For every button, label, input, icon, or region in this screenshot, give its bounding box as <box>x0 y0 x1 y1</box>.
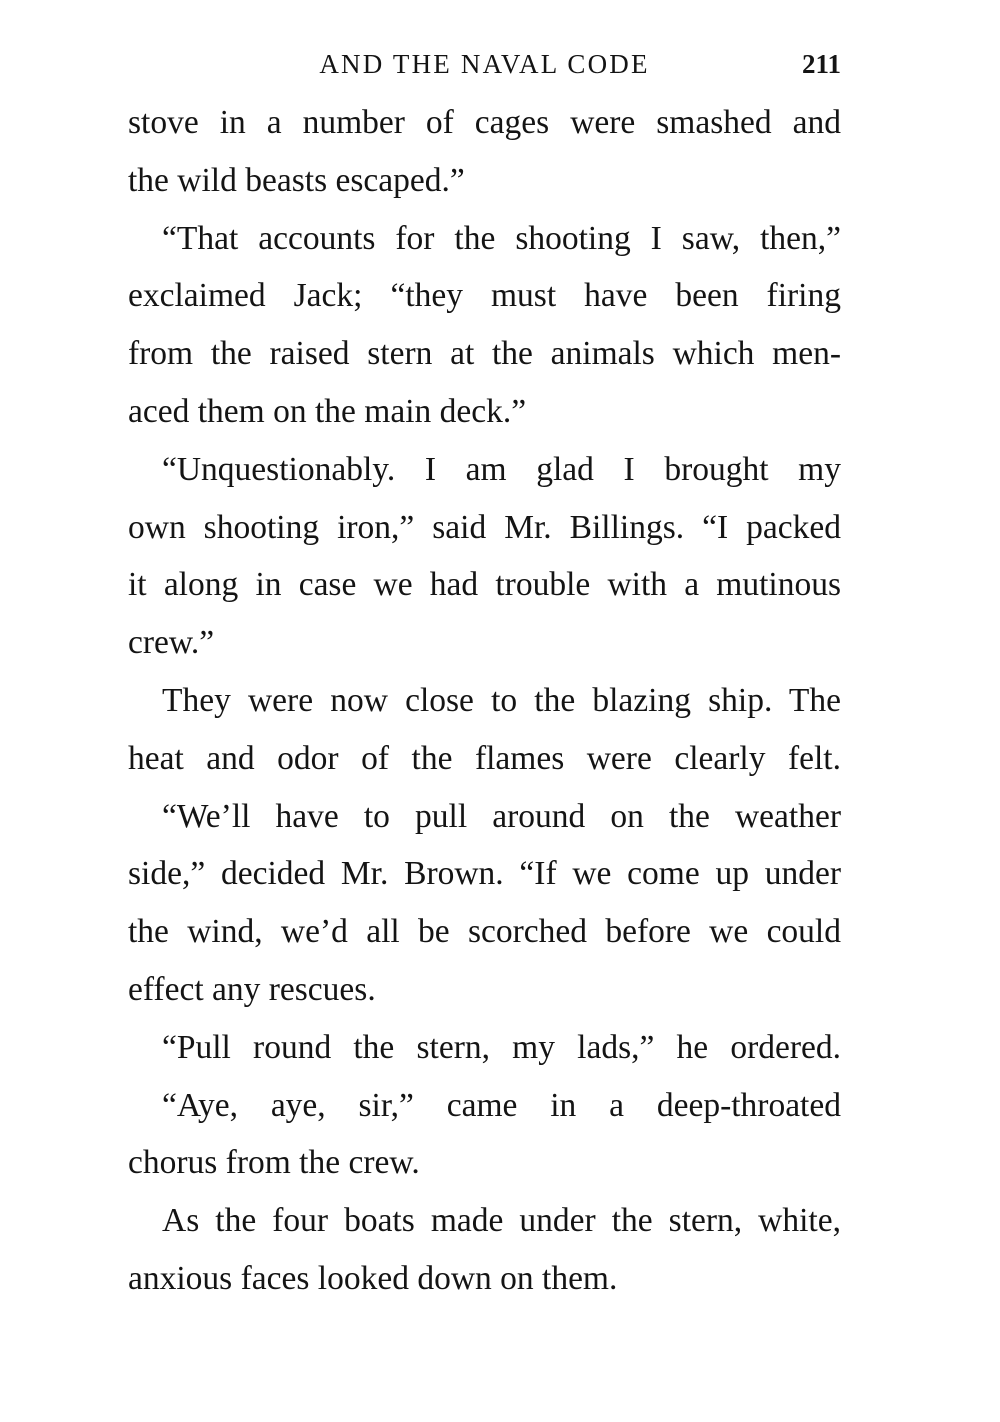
text-line: side,” decided Mr. Brown. “If we come up under <box>128 855 841 893</box>
text-line: “Aye, aye, sir,” came in a deep-throated <box>162 1086 841 1124</box>
text-line: stove in a number of cages were smashed and <box>128 104 841 141</box>
text-line: heat and odor of the flames were clearly felt. <box>128 739 841 777</box>
text-line: the wild beasts escaped.” <box>128 161 465 199</box>
text-line: “Unquestionably. I am glad I brought my <box>162 450 841 488</box>
text-line: “Pull round the stern, my lads,” he ordered. <box>162 1028 841 1066</box>
text-line: the wind, we’d all be scorched before we could <box>128 913 841 951</box>
text-line: anxious faces looked down on them. <box>128 1259 618 1297</box>
running-head-title: AND THE NAVAL CODE <box>319 49 650 79</box>
text-line: chorus from the crew. <box>128 1144 420 1182</box>
text-line: it along in case we had trouble with a mutinous <box>128 566 841 604</box>
page-number: 211 <box>801 49 841 79</box>
text-line: “We’ll have to pull around on the weather <box>162 797 841 835</box>
text-line: They were now close to the blazing ship. The <box>162 681 841 719</box>
body-text <box>128 94 841 1308</box>
running-head <box>128 44 841 84</box>
text-line: own shooting iron,” said Mr. Billings. “I packed <box>128 508 841 546</box>
text-line: from the raised stern at the animals which men- <box>128 335 841 373</box>
text-line: aced them on the main deck.” <box>128 392 527 430</box>
text-line: crew.” <box>128 624 215 662</box>
text-line: As the four boats made under the stern, white, <box>162 1202 841 1240</box>
text-line: exclaimed Jack; “they must have been firing <box>128 277 841 315</box>
text-line: “That accounts for the shooting I saw, then,” <box>162 219 841 257</box>
text-line: effect any rescues. <box>128 970 376 1008</box>
